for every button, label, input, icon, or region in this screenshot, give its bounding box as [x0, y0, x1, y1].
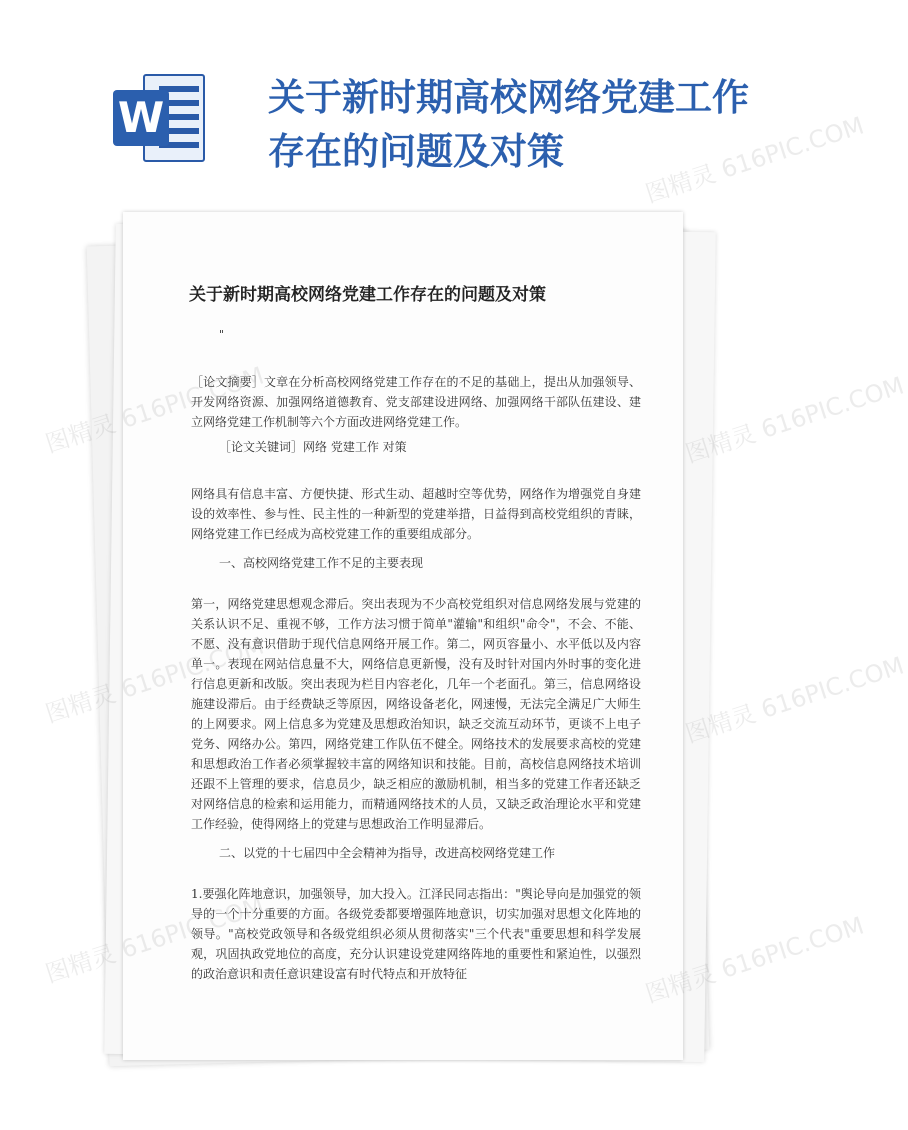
word-w-badge: W: [113, 90, 169, 146]
watermark: 图精灵 616PIC.COM: [682, 651, 908, 749]
quote-mark: ": [219, 328, 225, 341]
watermark: 图精灵: [42, 409, 120, 459]
watermark: 图精灵 616PIC.COM: [682, 371, 908, 469]
watermark: 图精灵 616PIC.COM: [642, 111, 868, 209]
watermark: 图精灵: [42, 679, 120, 729]
watermark: 图精灵 616PIC.COM: [642, 911, 868, 1009]
document-page: [123, 212, 683, 1060]
section-body-2: 1.要强化阵地意识，加强领导，加大投入。江泽民同志指出："舆论导向是加强党的领导的一个十分重要的方面。各级党委都要增强阵地意识，切实加强对思想文化阵地的领导。"高校党政领导和各级党组织必须从贯彻落实"三个代表"重要思想和科学发展观，巩固执政党地位的高度，充分认识建设党建网络阵地的重要性和紧迫性，以强烈的政治意识和责任意识建设富有时代特点和开放特征: [191, 887, 641, 981]
intro-paragraph: 网络具有信息丰富、方便快捷、形式生动、超越时空等优势，网络作为增强党自身建设的效率性、参与性、民主性的一种新型的党建举措，日益得到高校党组织的青睐，网络党建工作已经成为高校党建工作的重要组成部分。: [191, 487, 641, 541]
section-heading-2: 二、以党的十七届四中全会精神为指导，改进高校网络党建工作: [219, 846, 556, 860]
section-body-1: 第一，网络党建思想观念滞后。突出表现为不少高校党组织对信息网络发展与党建的关系认识不足、重视不够，工作方法习惯于简单"灌输"和组织"命令"，不会、不能、不愿、没有意识借助于现代信息网络开展工作。第二，网页容量小、水平低以及内容单一。表现在网站信息量不大，网络信息更新慢，没有及时针对国内外时事的变化进行信息更新和改版。突出表现为栏目内容老化，几年一个老面孔。第三，信息网络设施建设滞后。由于经费缺乏等原因，网络设备老化，网速慢，无法完全满足广大师生的上网要求。网上信息多为党建及思想政治知识，缺乏交流互动环节，更谈不上电子党务、网络办公。第四，网络党建工作队伍不健全。网络技术的发展要求高校的党建和思想政治工作者必须掌握较丰富的网络知识和技能。目前，高校信息网络技术培训还跟不上管理的要求，信息员少，缺乏相应的激励机制，相当多的党建工作者还缺乏对网络信息的检索和运用能力，而精通网络技术的人员，又缺乏政治理论水平和党建工作经验，使得网络上的党建与思想政治工作明显滞后。: [191, 597, 641, 831]
page-title: 关于新时期高校网络党建工作存在的问题及对策: [268, 75, 749, 173]
word-document-icon: [113, 70, 209, 166]
watermark: 图精灵: [42, 939, 120, 989]
section-heading-1: 一、高校网络党建工作不足的主要表现: [219, 556, 424, 570]
document-title: 关于新时期高校网络党建工作存在的问题及对策: [189, 285, 546, 305]
keywords-line: ［论文关键词］网络 党建工作 对策: [219, 440, 407, 454]
abstract-paragraph: ［论文摘要］文章在分析高校网络党建工作存在的不足的基础上，提出从加强领导、开发网络资源、加强网络道德教育、党支部建设进网络、加强网络干部队伍建设、建立网络党建工作机制等六个方面改进网络党建工作。: [191, 375, 641, 429]
